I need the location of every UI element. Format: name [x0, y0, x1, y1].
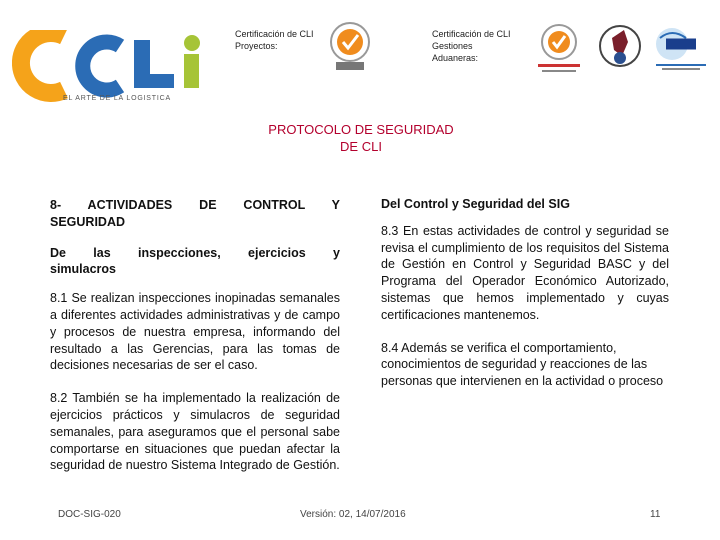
subsection-heading-line1: De las inspecciones, ejercicios y — [50, 245, 340, 260]
document-title-line2: DE CLI — [340, 139, 382, 154]
sgs-seal-icon — [328, 20, 372, 72]
basc-seal-icon — [652, 24, 710, 72]
right-column — [381, 197, 669, 406]
paragraph-8-4: 8.4 Además se verifica el comportamiento, conocimientos de seguridad y reacciones de las personas que intervienen en la actividad o proceso — [381, 340, 664, 389]
cert-projects-line2: Proyectos: — [235, 41, 278, 51]
cert-customs-line2: Gestiones — [432, 41, 473, 51]
sgs-seal-icon — [534, 22, 584, 76]
subsection-heading — [50, 245, 340, 279]
left-column — [50, 197, 340, 490]
cert-projects-label — [235, 28, 317, 52]
cert-customs-line1: Certificación de CLI — [432, 29, 511, 39]
section-heading-line2: SEGURIDAD — [50, 214, 126, 229]
footer-doc-code: DOC-SIG-020 — [58, 509, 121, 520]
sig-heading: Del Control y Seguridad del SIG — [381, 197, 570, 211]
cert-customs-label — [432, 28, 514, 64]
footer-page-number: 11 — [650, 509, 661, 520]
footer-version: Versión: 02, 14/07/2016 — [300, 509, 406, 520]
cli-logo — [12, 30, 222, 104]
document-title — [230, 121, 492, 155]
cert-projects-line1: Certificación de CLI — [235, 29, 314, 39]
subsection-heading-line2: simulacros — [50, 262, 117, 277]
oea-seal-icon — [598, 22, 642, 70]
logo-tagline: EL ARTE DE LA LOGISTICA — [63, 95, 171, 102]
paragraph-8-2: 8.2 También se ha implementado la realización de ejercicios prácticos y simulacros de seguridad semanales, para aseguramos que el personal sabe comportarse en situaciones que puedan afectar la seguridad de nuestro Sistema Integrado de Gestión. — [50, 391, 340, 473]
paragraph-8-1: 8.1 Se realizan inspecciones inopinadas semanales a diferentes actividades administrativas y de campo y procesos de nuestra empresa, informando del resultado a las Gerencias, para las tomas de decisiones necesarias de ser el caso. — [50, 291, 340, 373]
cert-customs-line3: Aduaneras: — [432, 53, 479, 63]
document-title-line1: PROTOCOLO DE SEGURIDAD — [268, 122, 454, 137]
section-heading — [50, 197, 340, 231]
paragraph-8-3: 8.3 En estas actividades de control y seguridad se revisa el cumplimiento de los requisitos del Sistema de Gestión en Control y Seguridad BASC y del Programa del Operador Económico Autorizado, sistemas que hemos implementado y cuyas certificaciones mantenemos. — [381, 223, 669, 322]
section-heading-line1: 8- ACTIVIDADES DE CONTROL Y — [50, 198, 340, 212]
